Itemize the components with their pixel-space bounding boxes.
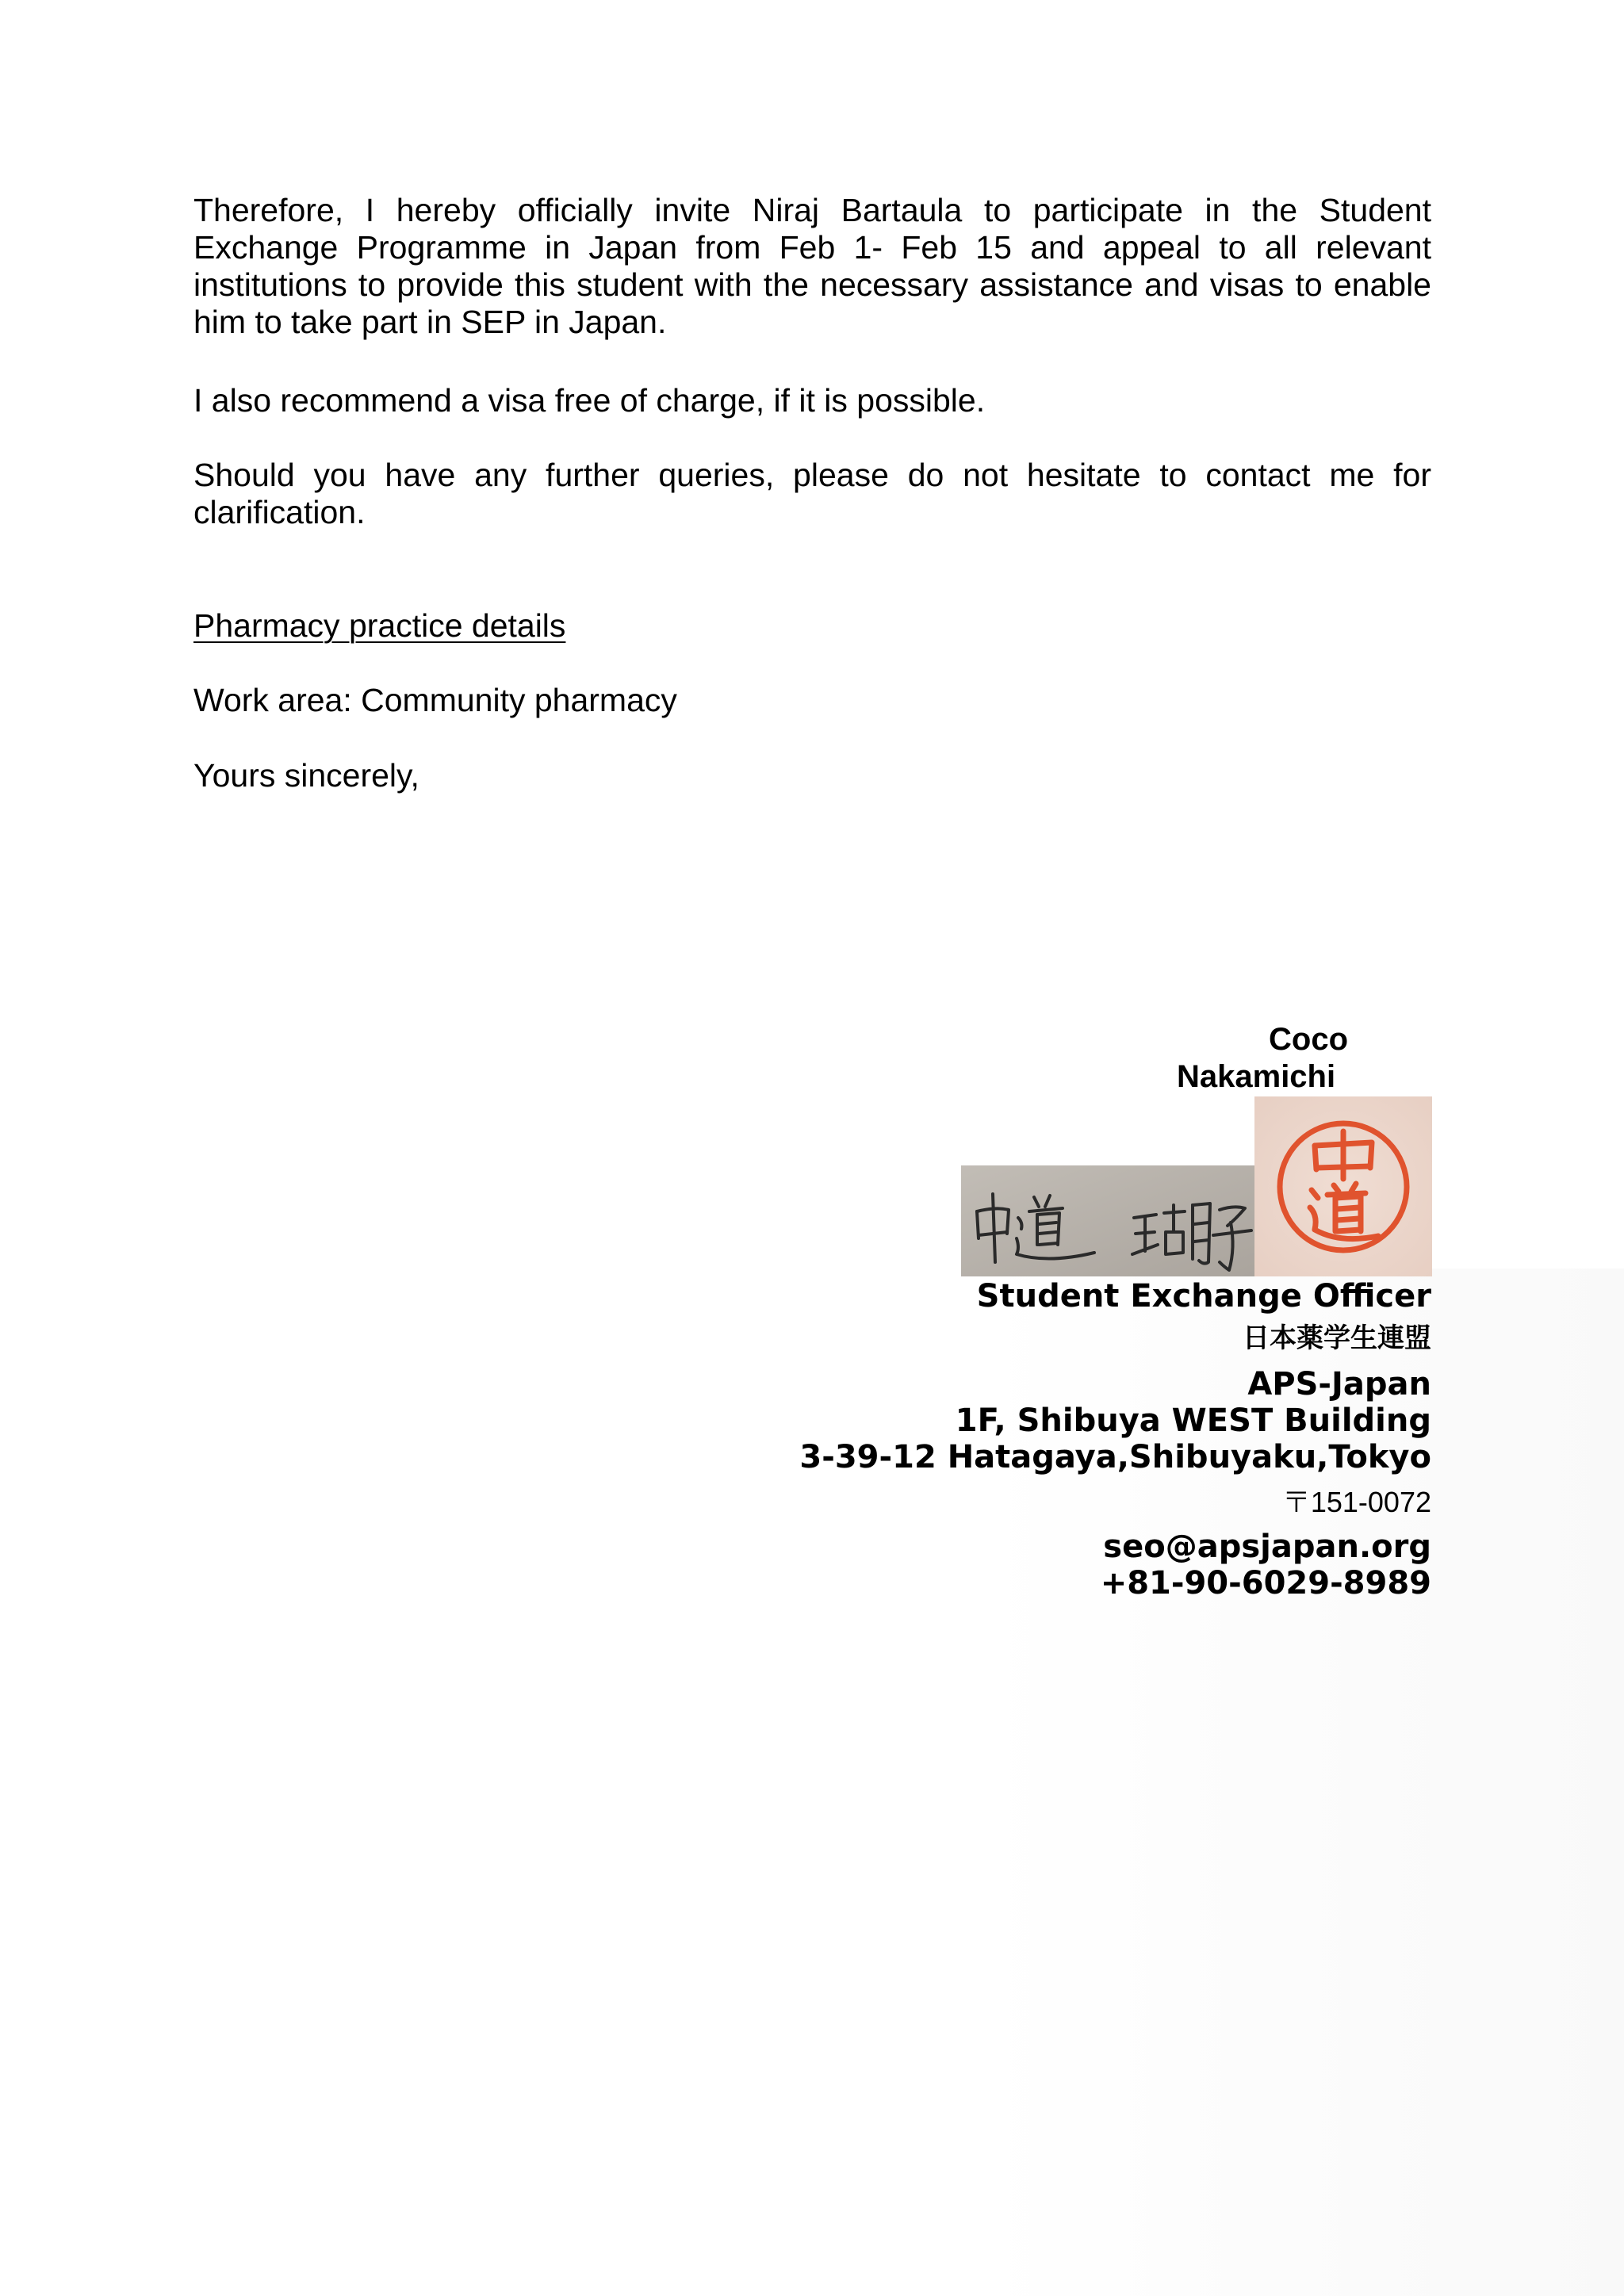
visa-paragraph: I also recommend a visa free of charge, if it is possible. [193, 382, 986, 419]
queries-paragraph: Should you have any further queries, please do not hesitate to contact me for clarification. [193, 457, 1431, 530]
closing-line: Yours sincerely, [193, 757, 419, 794]
seal-stamp [1254, 1096, 1432, 1276]
handwritten-signature [961, 1165, 1254, 1276]
postal-code: 〒151-0072 [1281, 1486, 1431, 1518]
address-line-2: 3-39-12 Hatagaya,Shibuyaku,Tokyo [799, 1439, 1431, 1475]
sender-phone: +81-90-6029-8989 [1100, 1565, 1431, 1601]
organization-japanese-name: 日本薬学生連盟 [1243, 1322, 1431, 1354]
section-heading: Pharmacy practice details [193, 607, 566, 644]
sender-email: seo@apsjapan.org [1103, 1529, 1431, 1565]
sender-title: Student Exchange Officer [976, 1278, 1431, 1314]
address-line-1: 1F, Shibuya WEST Building [955, 1402, 1431, 1439]
organization-name: APS-Japan [1247, 1366, 1431, 1402]
invitation-paragraph: Therefore, I hereby officially invite Niraj Bartaula to participate in the Student Exchange Programme in Japan from Feb 1- Feb 15 and appeal to all relevant institutions to provide this student with the necessary assistance and visas to enable him to take part in SEP in Japan. [193, 192, 1431, 340]
hanko-seal [1254, 1096, 1432, 1276]
signatory-first-name: Coco [1269, 1022, 1348, 1057]
signatory-last-name: Nakamichi [1177, 1059, 1336, 1094]
signature-ink [961, 1165, 1254, 1276]
work-area-line: Work area: Community pharmacy [193, 682, 677, 718]
